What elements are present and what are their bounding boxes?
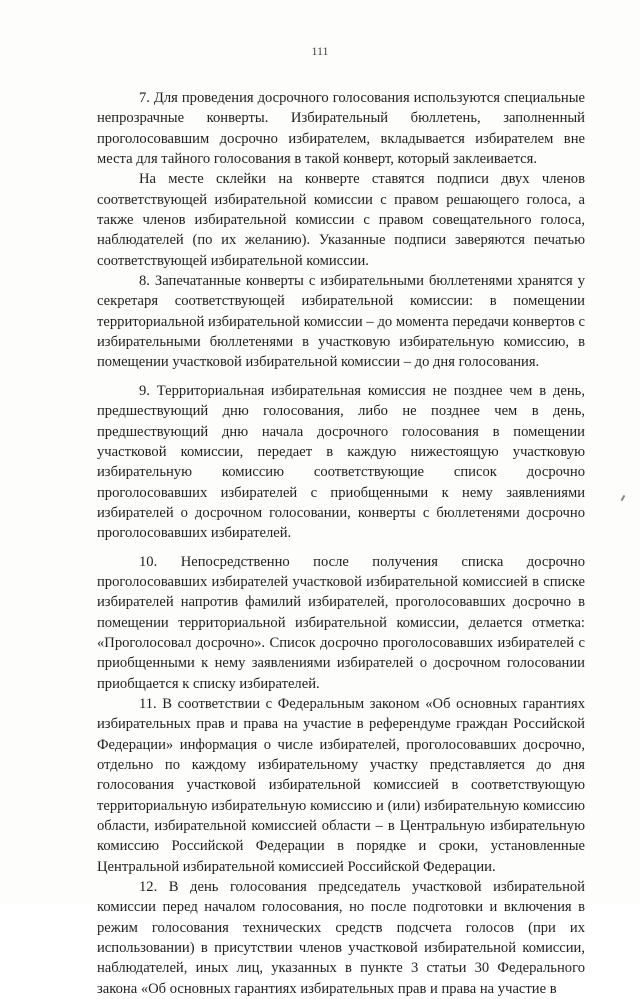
paragraph-7-signatures: На месте склейки на конверте ставятся подписи двух членов соответствующей избирательной комиссии с правом решающего голоса, а также членов избирательной комиссии с правом совещательного голоса, наблюдателей (по их желанию). Указанные подписи заверяются печатью соответствующей избирательной комиссии. bbox=[97, 171, 585, 269]
paragraph-9-transfer: 9. Территориальная избирательная комиссия не позднее чем в день, предшествующий дню голосования, либо не позднее чем в день, предшествующий дню начала досрочного голосования в помещении участковой комиссии, передает в каждую нижестоящую участковую избирательную комиссию соответствующие список досрочно проголосовавших избирателей с приобщенными к нему заявлениями избирателей о досрочном голосовании, конверты с бюллетенями досрочно проголосовавших избирателей. bbox=[97, 382, 585, 542]
paragraph-7-envelopes: 7. Для проведения досрочного голосования используются специальные непрозрачные конверты. Избирательный бюллетень, заполненный проголосовавшим досрочно избирателем, вкладывается избирателем вне места для тайного голосования в такой конверт, который заклеивается. bbox=[97, 90, 585, 168]
paragraph-12-election-day: 12. В день голосования председатель участковой избирательной комиссии перед началом голосования, но после подготовки и включения в режим голосования технических средств подсчета голосов (при их использовании) в присутствии членов участковой избирательной комиссии, наблюдателей, иных лиц, указанных в пункте 3 статьи 30 Федерального закона «Об основных гарантиях избирательных прав и права на участие в bbox=[97, 879, 585, 997]
document-body bbox=[97, 88, 585, 999]
scan-speck bbox=[621, 495, 626, 501]
paragraph-11-reporting: 11. В соответствии с Федеральным законом «Об основных гарантиях избирательных прав и права на участие в референдуме граждан Российской Федерации» информация о числе избирателей, проголосовавших досрочно, отдельно по каждому избирательному участку представляется до дня голосования участковой избирательной комиссией в соответствующую территориальную избирательную комиссию и (или) избирательную комиссию области, избирательной комиссией области – в Центральную избирательную комиссию Российской Федерации в порядке и сроки, установленные Центральной избирательной комиссией Российской Федерации. bbox=[97, 695, 585, 875]
page-number: 111 bbox=[311, 44, 329, 58]
paragraph-10-marking: 10. Непосредственно после получения списка досрочно проголосовавших избирателей участковой избирательной комиссией в списке избирателей напротив фамилий избирателей, проголосовавших досрочно в помещении территориальной избирательной комиссии, делается отметка: «Проголосовал досрочно». Список досрочно проголосовавших избирателей с приобщенными к нему заявлениями избирателей о досрочном голосовании приобщается к списку избирателей. bbox=[97, 553, 585, 692]
paragraph-8-storage: 8. Запечатанные конверты с избирательными бюллетенями хранятся у секретаря соответствующей избирательной комиссии: в помещении территориальной избирательной комиссии – до момента передачи конвертов с избирательными бюллетенями в участковую избирательную комиссию, в помещении участковой избирательной комиссии – до дня голосования. bbox=[97, 273, 585, 371]
